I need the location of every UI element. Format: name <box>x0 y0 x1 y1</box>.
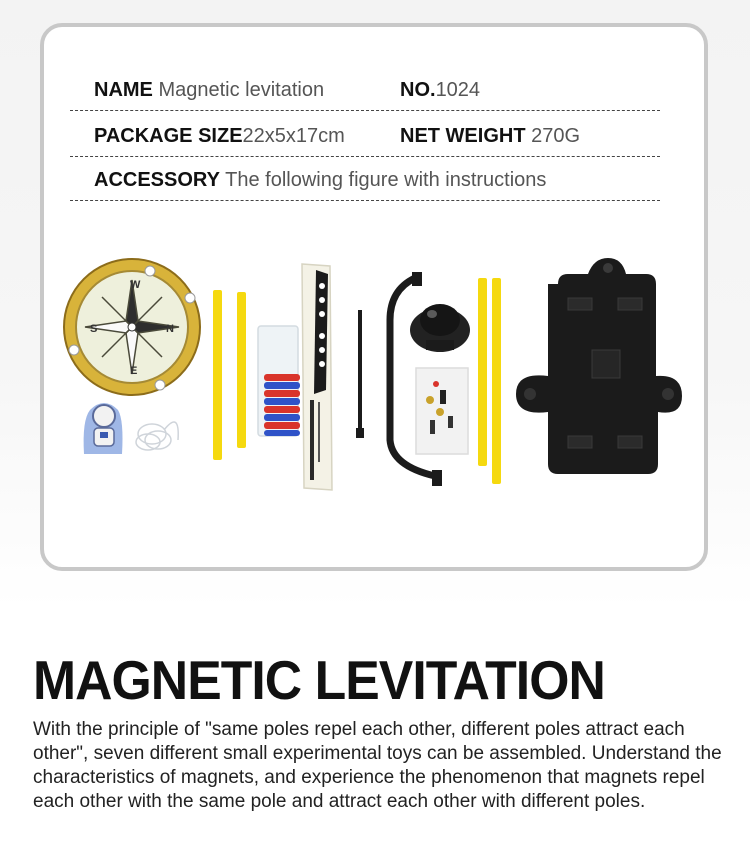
compass-disc <box>64 259 200 395</box>
spec-weight <box>400 125 580 148</box>
yellow-stick-2 <box>237 292 246 448</box>
spec-package <box>94 125 345 148</box>
spec-name <box>94 79 324 102</box>
product-parts-illustration <box>60 240 690 500</box>
yellow-stick-3 <box>478 278 487 466</box>
black-base-plate <box>516 258 682 474</box>
spec-accessory-label: ACCESSORY <box>94 169 220 191</box>
compass-letter-e: E <box>130 365 138 377</box>
spec-name-value: Magnetic levitation <box>158 79 325 101</box>
spec-number <box>400 79 480 102</box>
spec-row-package <box>70 112 660 157</box>
spec-package-value: 22x5x17cm <box>242 125 345 147</box>
spec-row-name <box>70 66 660 111</box>
yellow-stick-1 <box>213 290 222 460</box>
product-description: With the principle of "same poles repel each other, different poles attract each other", seven different small experimental toys can be assembled. Understand the characteristics of magnets, and experience the phenomenon that magnets repel each other with the same pole and attract each other with different poles. <box>33 719 722 812</box>
spec-row-accessory <box>70 156 660 201</box>
page-headline: MAGNETIC LEVITATION <box>33 649 605 711</box>
compass-letter-n: N <box>166 323 174 335</box>
spec-number-value: 1024 <box>435 79 481 101</box>
spec-number-label: NO. <box>400 79 436 101</box>
spec-name-label: NAME <box>94 79 153 101</box>
thin-black-rod <box>356 310 364 438</box>
magnetic-track-strip <box>302 264 332 490</box>
dome-base <box>410 304 470 352</box>
screws-bag <box>416 368 468 454</box>
spec-accessory <box>94 169 546 192</box>
spec-accessory-value: The following figure with instructions <box>225 169 547 191</box>
spec-package-label: PACKAGE SIZE <box>94 125 243 147</box>
magnet-stack <box>258 326 300 436</box>
compass-letter-w: W <box>130 279 141 291</box>
spec-weight-label: NET WEIGHT <box>400 125 526 147</box>
astronaut-sticker <box>84 403 123 454</box>
compass-letter-s: S <box>90 323 98 335</box>
yellow-stick-4 <box>492 278 501 484</box>
spec-weight-value: 270G <box>531 125 581 147</box>
rubber-bands <box>136 422 178 450</box>
